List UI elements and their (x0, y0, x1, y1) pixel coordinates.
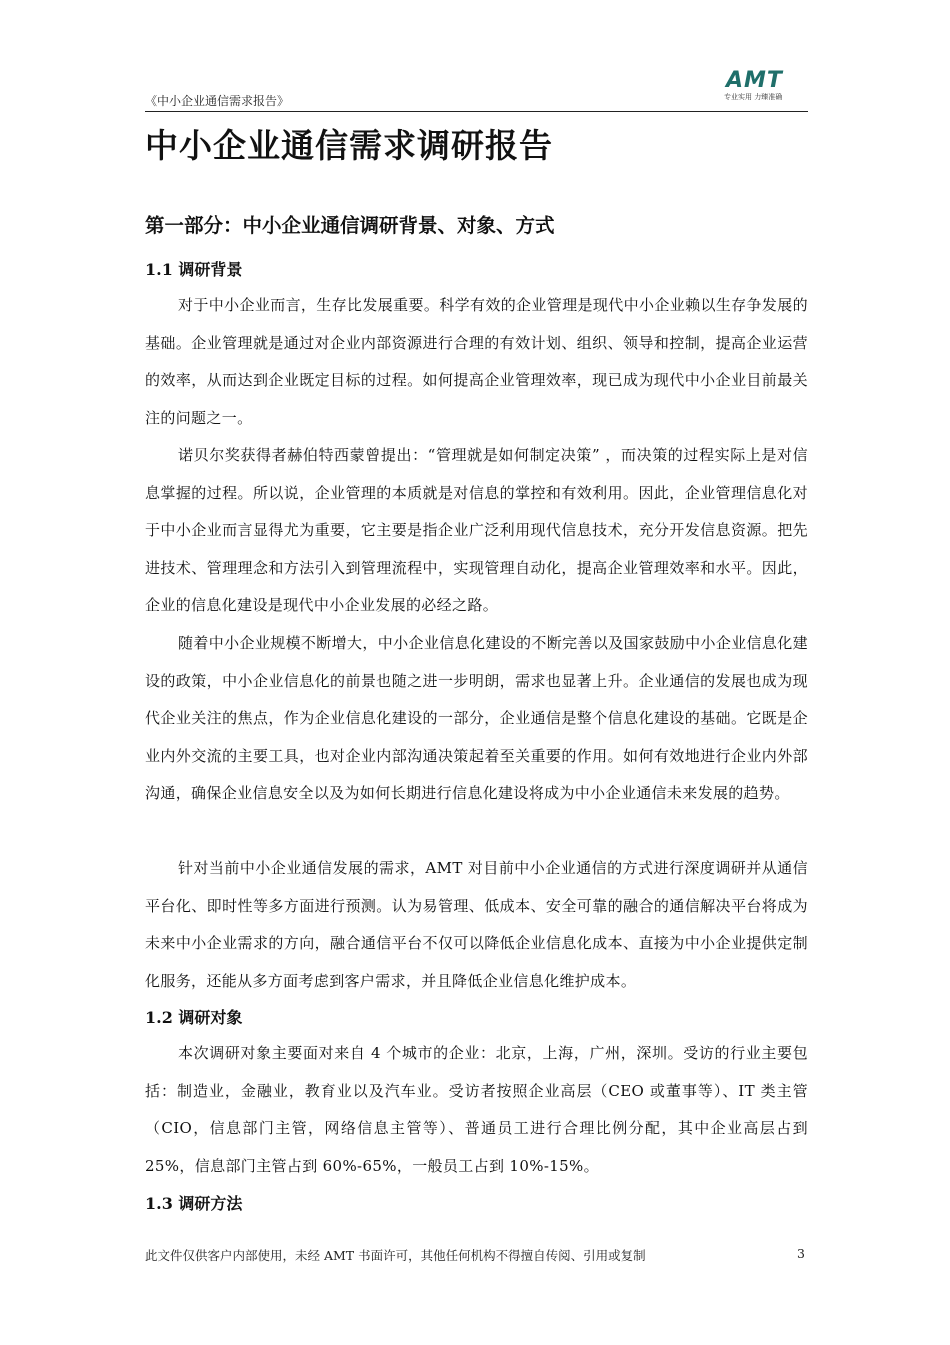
logo-tagline: 专业实用 力臻准确 (724, 93, 783, 101)
page-number: 3 (797, 1246, 805, 1261)
paragraph-background-3: 随着中小企业规模不断增大，中小企业信息化建设的不断完善以及国家鼓励中小企业信息化建设的政策，中小企业信息化的前景也随之进一步明朗，需求也显著上升。企业通信的发展也成为现代企业关注的焦点，作为企业信息化建设的一部分，企业通信是整个信息化建设的基础。它既是企业内外交流的主要工具，也对企业内部沟通决策起着至关重要的作用。如何有效地进行企业内外部沟通，确保企业信息安全以及为如何长期进行信息化建设将成为中小企业通信未来发展的趋势。 (145, 634, 808, 803)
logo-wordmark: AMT (726, 68, 783, 93)
amt-logo (718, 69, 808, 109)
document-title: 中小企业通信需求调研报告 (145, 126, 553, 165)
header-document-name: 《中小企业通信需求报告》 (145, 94, 290, 108)
section-heading-1-2: 1.2 调研对象 (145, 1008, 243, 1027)
header-divider (145, 111, 808, 112)
section-heading-1-1: 1.1 调研背景 (145, 260, 243, 279)
paragraph-background-4: 针对当前中小企业通信发展的需求，AMT 对目前中小企业通信的方式进行深度调研并从通信平台化、即时性等多方面进行预测。认为易管理、低成本、安全可靠的融合的通信解决平台将成为未来中小企业需求的方向，融合通信平台不仅可以降低企业信息化成本、直接为中小企业提供定制化服务，还能从多方面考虑到客户需求，并且降低企业信息化维护成本。 (145, 859, 808, 990)
paragraph-subjects: 本次调研对象主要面对来自 4 个城市的企业：北京，上海，广州，深圳。受访的行业主要包括：制造业，金融业，教育业以及汽车业。受访者按照企业高层（CEO 或董事等）、IT 类主管（CIO，信息部门主管，网络信息主管等）、普通员工进行合理比例分配，其中企业高层占到 25%，信息部门主管占到 60%-65%，一般员工占到 10%-15%。 (145, 1044, 808, 1175)
section-heading-1-3: 1.3 调研方法 (145, 1194, 243, 1213)
paragraph-background-2: 诺贝尔奖获得者赫伯特西蒙曾提出：“管理就是如何制定决策” ，而决策的过程实际上是对信息掌握的过程。所以说，企业管理的本质就是对信息的掌控和有效利用。因此，企业管理信息化对于中小企业而言显得尤为重要，它主要是指企业广泛利用现代信息技术，充分开发信息资源。把先进技术、管理理念和方法引入到管理流程中，实现管理自动化，提高企业管理效率和水平。因此，企业的信息化建设是现代中小企业发展的必经之路。 (145, 446, 808, 615)
paragraph-background-1: 对于中小企业而言，生存比发展重要。科学有效的企业管理是现代中小企业赖以生存争发展的基础。企业管理就是通过对企业内部资源进行合理的有效计划、组织、领导和控制，提高企业运营的效率，从而达到企业既定目标的过程。如何提高企业管理效率，现已成为现代中小企业目前最关注的问题之一。 (145, 296, 808, 427)
part-one-heading: 第一部分：中小企业通信调研背景、对象、方式 (145, 214, 555, 237)
footer-confidentiality-note: 此文件仅供客户内部使用，未经 AMT 书面许可，其他任何机构不得擅自传阅、引用或复制 (145, 1248, 646, 1263)
